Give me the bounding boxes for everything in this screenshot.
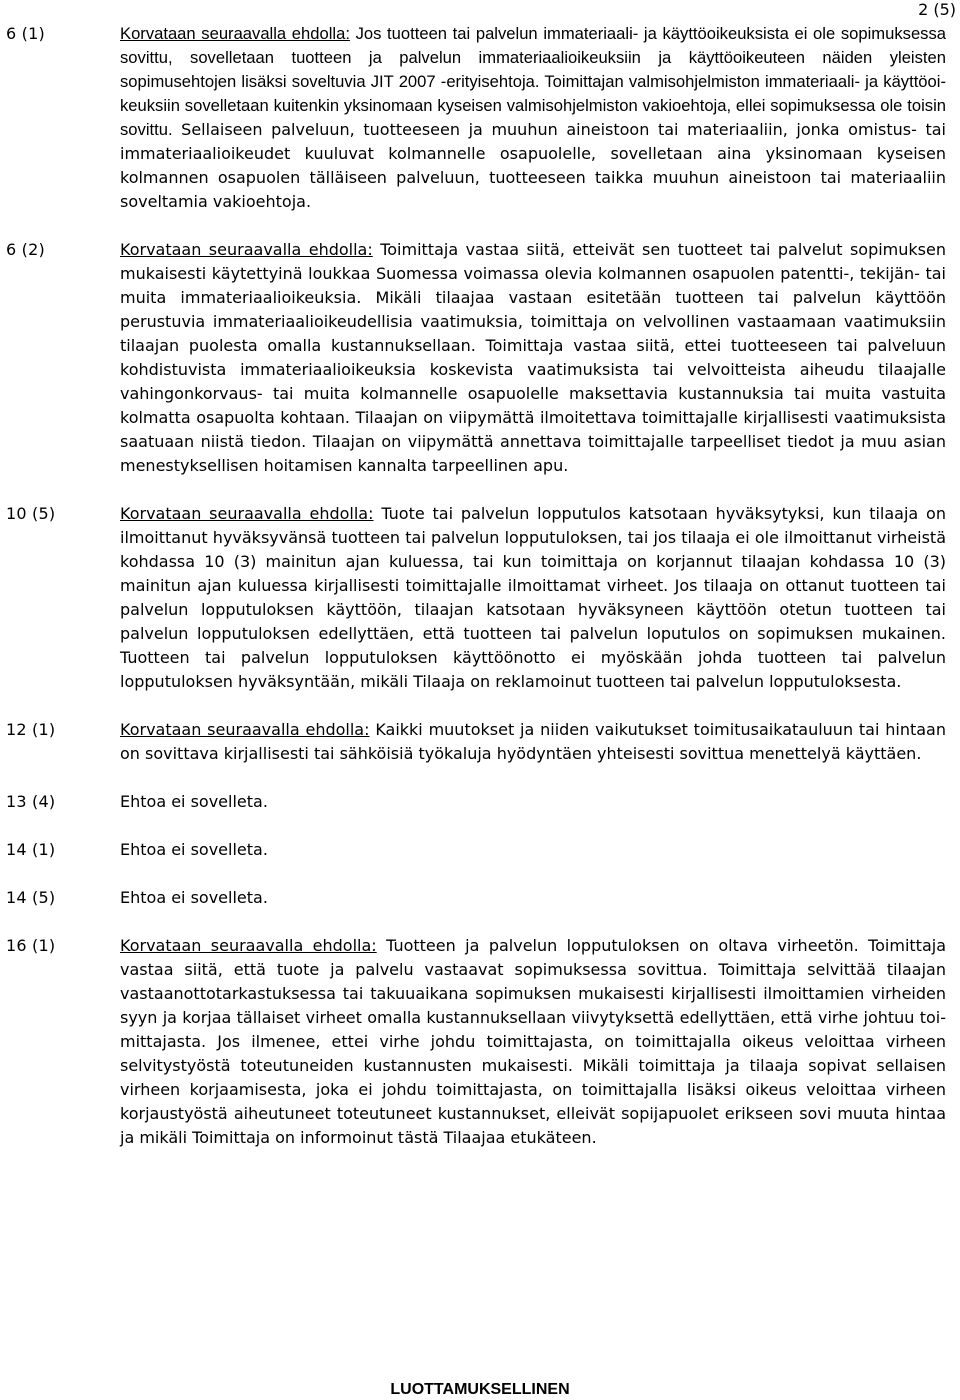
clause-text [120, 718, 946, 766]
clause-text [120, 238, 946, 478]
clause-text-part: Jos tuotteen tai palvelun immateriaali- ja käyttöoikeuksista ei ole sopimuksessa sovittu, sovelletaan tuotteen ja palvelun immateriaalioikeuksiin ja käyttöoikeuteen näiden yleisten sopimusehtojen lisäksi soveltuvia JIT 2007 -erityisehtoja. Toimittajan valmisohjelmiston immateriaali- ja käyttöoikeuksiin sovelletaan kuitenkin yksinomaan kyseisen valmisohjelmiston vakioehtoja, ellei sopimuksessa ole toisin sovittu. [120, 24, 946, 139]
clause-text-part: Tuotteen ja palvelun lopputuloksen on oltava virheetön. Toimittaja vastaa siitä, että tuote ja palvelu vastaavat sopimuksessa sovittua. Toimittaja selvittää tilaajan vastaanottotarkastuksessa tai takuuaikana sopimuksen mukaisesti kirjallisesti ilmoittamien virheiden syyn ja korjaa tällaiset virheet omalla kustannuksellaan viivytyksettä edellyttäen, että virhe johtuu toimittajasta. Jos ilmenee, ettei virhe johdu toimittajasta, on toimittajalla oikeus veloittaa virheen selvitystyöstä toteutuneiden kustannusten mukaisesti. Mikäli toimittaja ja tilaaja sopivat sellaisen virheen korjaamisesta, joka ei johdu toimittajasta, on toimittajalla lisäksi oikeus veloittaa virheen korjaustyöstä aiheutuneet toteutuneet kustannukset, elleivät sopijapuolet erikseen sovi muuta hintaa ja mikäli Toimittaja on informoinut tästä Tilaajaa etukäteen. [120, 936, 947, 1147]
clause-6-2 [6, 238, 946, 478]
clause-10-5 [6, 502, 946, 694]
clause-number: 6 (1) [6, 24, 45, 43]
clause-text [120, 934, 946, 1150]
clause-number: 6 (2) [6, 240, 45, 259]
clause-lead: Korvataan seuraavalla ehdolla: [120, 720, 370, 739]
clause-number: 16 (1) [6, 936, 56, 955]
confidentiality-footer: LUOTTAMUKSELLINEN [390, 1381, 570, 1398]
clause-14-1 [6, 838, 946, 862]
clause-text-part: Toimittaja vastaa siitä, etteivät sen tuotteet tai palvelut sopimuksen mukaisesti käytettyinä loukkaa Suomessa voimassa olevia kolmannen osapuolen patentti-, tekijän- tai muita immateriaalioikeuksia. Mikäli tilaajaa vastaan esitetään tuotteen tai palvelun käyttöön perustuvia immateriaalioikeudellisia vaatimuksia, toimittaja on velvollinen vastaamaan vaatimuksiin tilaajan puolesta omalla kustannuksellaan. Toimittaja vastaa siitä, ettei tuotteeseen tai palveluun kohdistuvista immateriaalioikeuksia koskevista vaatimuksista tai velvoitteista aiheudu tilaajalle vahingonkorvaus- tai muita kolmannelle osapuolelle maksettavia kustannuksia tai muita vastuita kolmatta osapuolta kohtaan. Tilaajan on viipymättä ilmoitettava toimittajalle kirjallisesti vaatimuksista saatuaan niistä tiedon. Tilaajan on viipymättä annettava toimittajalle tarpeelliset tiedot ja muu asian menestyksellisen hoitamisen kannalta tarpeellinen apu. [120, 240, 946, 475]
clause-text-part: Sellaiseen palveluun, tuotteeseen ja muuhun aineistoon tai materiaaliin, jonka omistus- tai immateriaalioikeudet kuuluvat kolmannelle osapuolelle, sovelletaan aina yksinomaan kyseisen kolmannen osapuolen tälläiseen palveluun, tuotteeseen taikka muuhun aineistoon tai materiaaliin soveltamia vakioehtoja. [120, 120, 946, 211]
clause-text: Ehtoa ei sovelleta. [120, 792, 268, 811]
clause-14-5 [6, 886, 946, 910]
clause-text [120, 22, 946, 214]
clause-lead: Korvataan seuraavalla ehdolla: [120, 504, 374, 523]
clause-number: 13 (4) [6, 792, 56, 811]
clause-lead: Korvataan seuraavalla ehdolla: [120, 24, 350, 43]
clause-16-1 [6, 934, 946, 1150]
clause-number: 14 (1) [6, 840, 56, 859]
clause-number: 10 (5) [6, 504, 56, 523]
clause-12-1 [6, 718, 946, 766]
clause-13-4 [6, 790, 946, 814]
clause-text: Ehtoa ei sovelleta. [120, 840, 268, 859]
clause-text: Ehtoa ei sovelleta. [120, 888, 268, 907]
clause-6-1 [6, 22, 946, 214]
clause-number: 14 (5) [6, 888, 56, 907]
clause-number: 12 (1) [6, 720, 56, 739]
clause-lead: Korvataan seuraavalla ehdolla: [120, 240, 373, 259]
page-number: 2 (5) [918, 0, 956, 19]
clause-list [6, 22, 946, 1150]
clause-text [120, 502, 946, 694]
clause-lead: Korvataan seuraavalla ehdolla: [120, 936, 377, 955]
clause-text-part: Tuote tai palvelun lopputulos katsotaan hyväksytyksi, kun tilaaja on ilmoittanut hyväksyvänsä tuotteen tai palvelun lopputuloksen, tai jos tilaaja ei ole ilmoittanut virheistä kohdassa 10 (3) mainitun ajan kuluessa, tai kun toimittaja on korjannut tilaajan kohdassa 10 (3) mainitun ajan kuluessa kirjallisesti toimittajalle ilmoittamat virheet. Jos tilaaja on ottanut tuotteen tai palvelun lopputuloksen käyttöön, tilaajan katsotaan hyväksyneen käyttöön otetun tuotteen tai palvelun lopputuloksen edellyttäen, että tuotteen tai palvelun loputulos on sopimuksen mukainen. Tuotteen tai palvelun lopputuloksen käyttöönotto ei myöskään johda tuotteen tai palvelun lopputuloksen hyväksyntään, mikäli Tilaaja on reklamoinut tuotteen tai palvelun lopputuloksesta. [120, 504, 946, 691]
clause-text-part: Kaikki muutokset ja niiden vaikutukset toimitusaikatauluun tai hintaan on sovittava kirjallisesti tai sähköisiä työkaluja hyödyntäen yhteisesti sovittua menettelyä käyttäen. [120, 720, 946, 763]
